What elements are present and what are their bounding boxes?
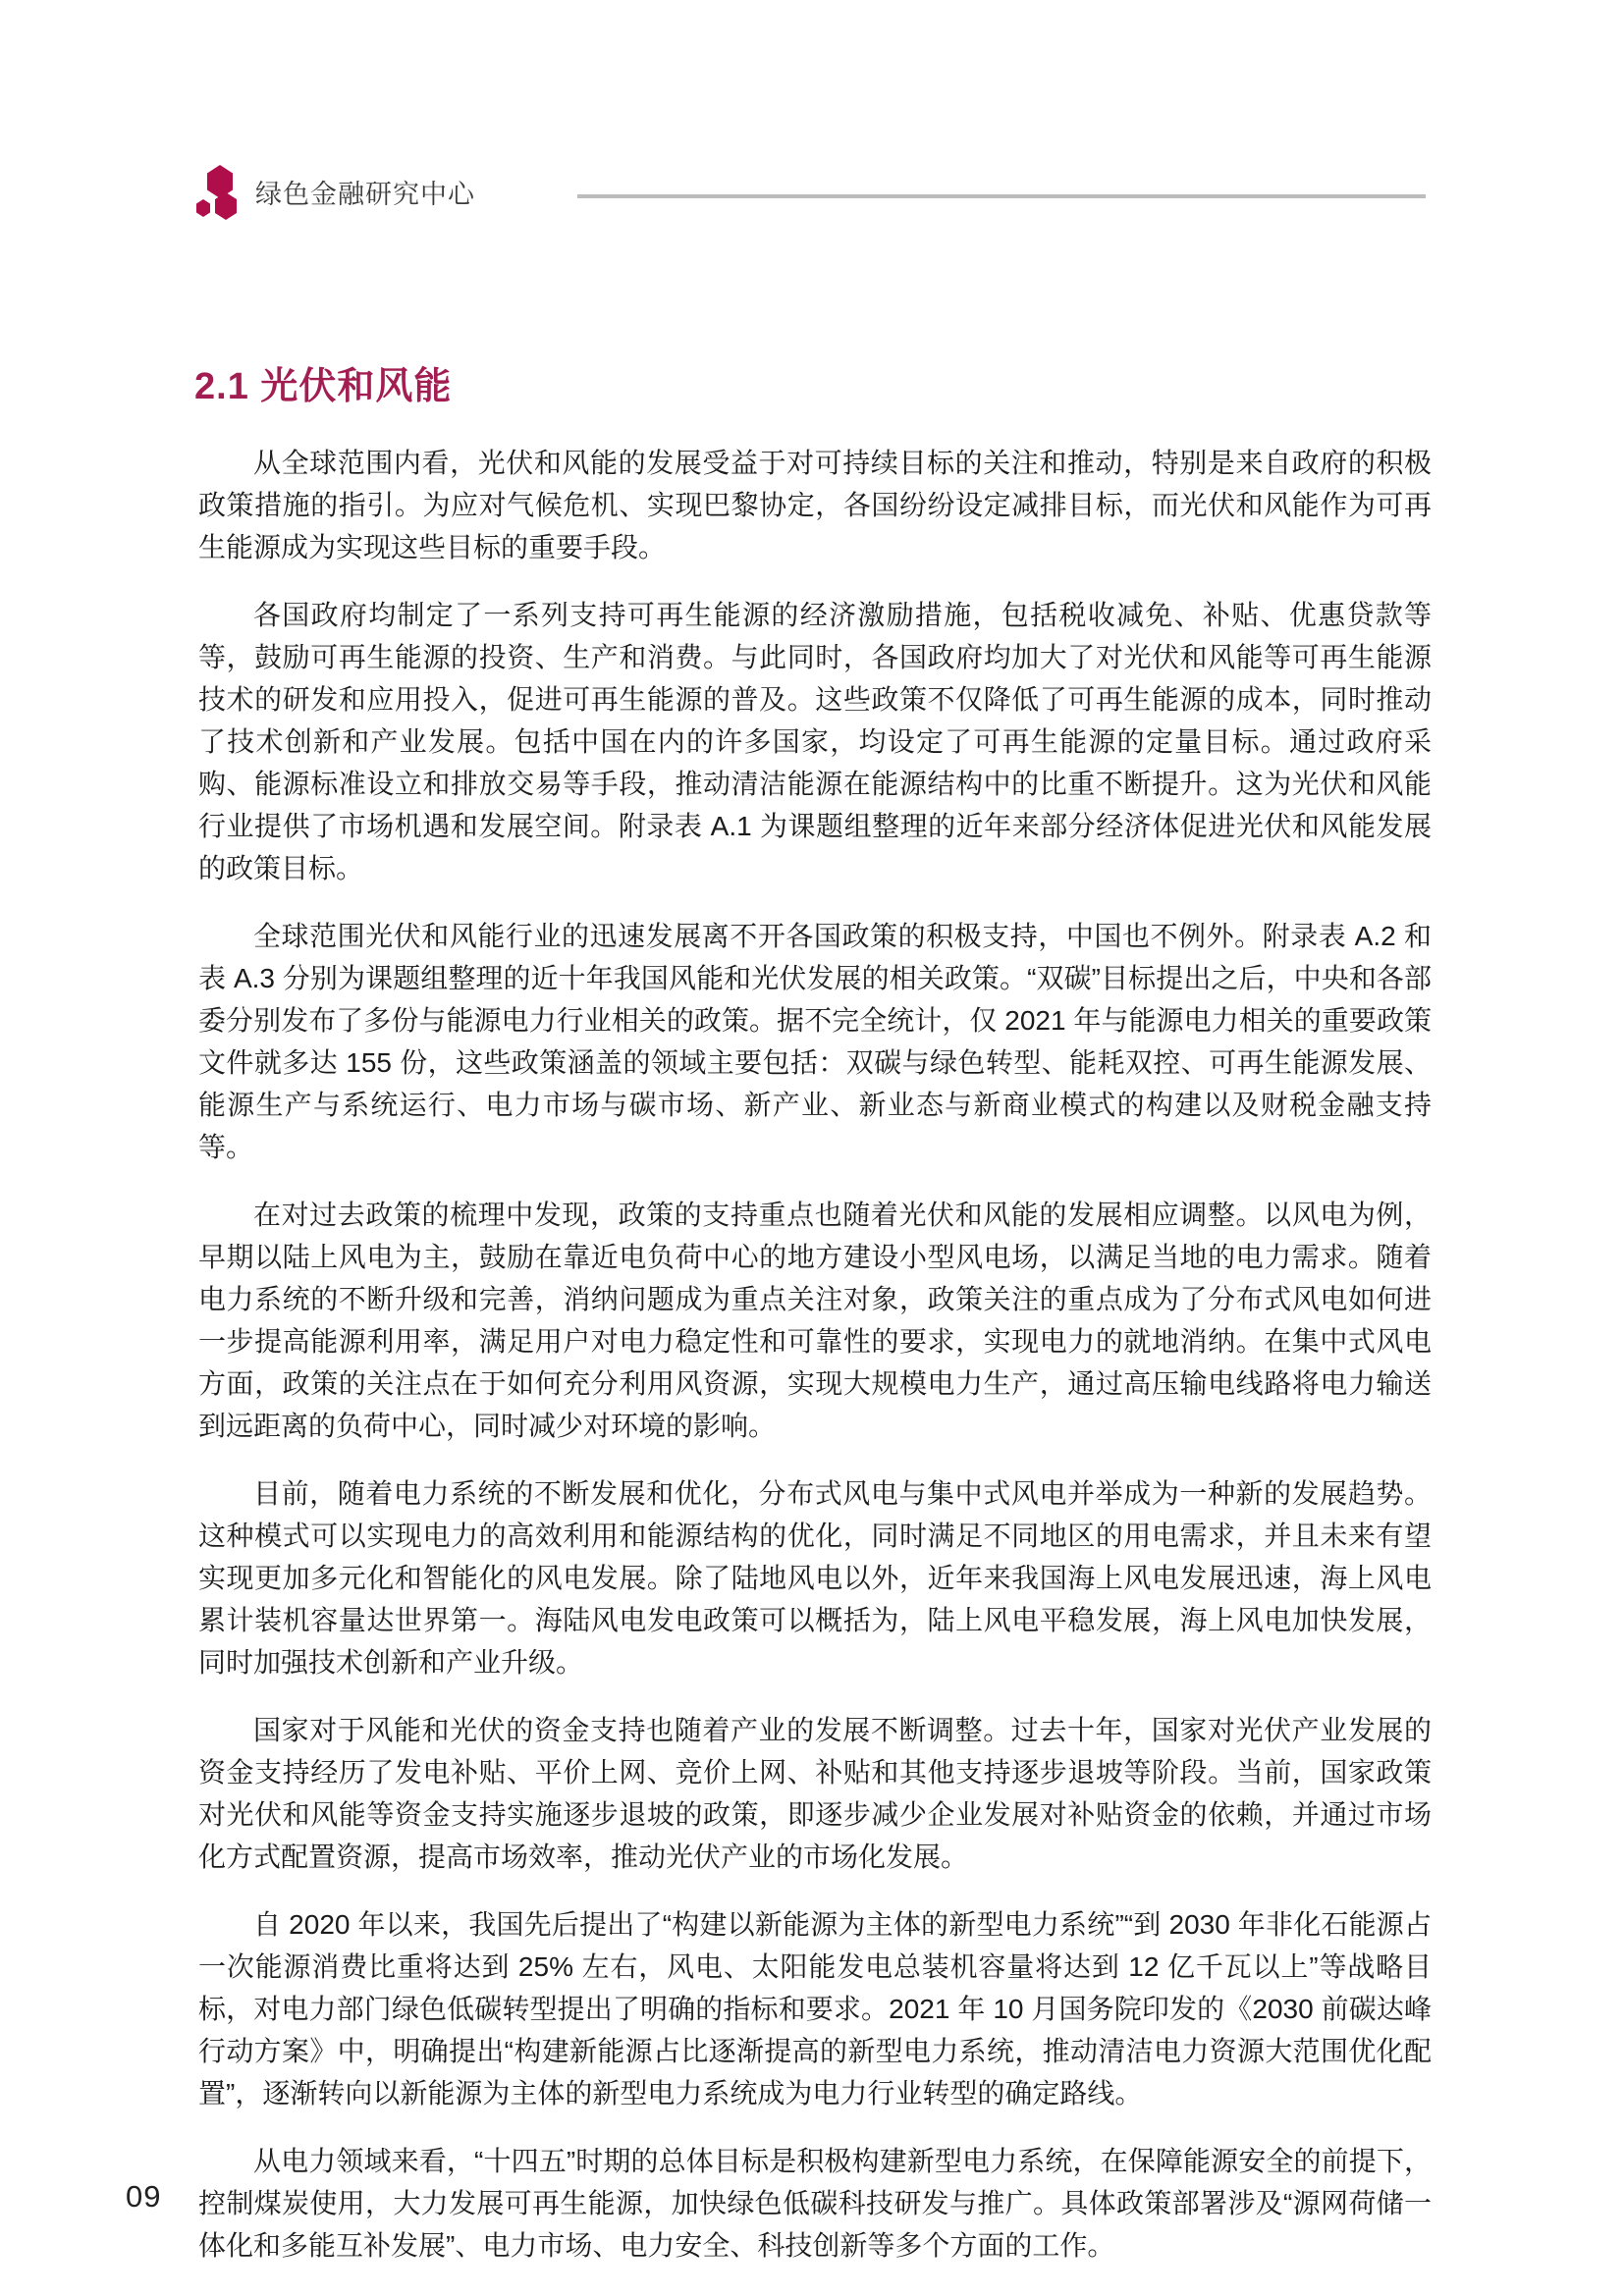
paragraph: 国家对于风能和光伏的资金支持也随着产业的发展不断调整。过去十年，国家对光伏产业发展的资金支持经历了发电补贴、平价上网、竞价上网、补贴和其他支持逐步退坡等阶段。当前，国家政策对光伏和风能等资金支持实施逐步退坡的政策，即逐步减少企业发展对补贴资金的依赖，并通过市场化方式配置资源，提高市场效率，推动光伏产业的市场化发展。 (198, 1715, 1432, 1872)
article-body (198, 442, 1432, 2292)
hexagon-logo-icon (194, 163, 240, 220)
paragraph: 自 2020 年以来，我国先后提出了“构建以新能源为主体的新型电力系统”“到 2030 年非化石能源占一次能源消费比重将达到 25% 左右，风电、太阳能发电总装机容量将达到 12 亿千瓦以上”等战略目标，对电力部门绿色低碳转型提出了明确的指标和要求。2021 年 10 月国务院印发的《2030 前碳达峰行动方案》中，明确提出“构建新能源占比逐渐提高的新型电力系统，推动清洁电力资源大范围优化配置”，逐渐转向以新能源为主体的新型电力系统成为电力行业转型的确定路线。 (198, 1909, 1432, 2109)
section-title: 2.1 光伏和风能 (194, 366, 453, 407)
paragraph: 从全球范围内看，光伏和风能的发展受益于对可持续目标的关注和推动，特别是来自政府的积极政策措施的指引。为应对气候危机、实现巴黎协定，各国纷纷设定减排目标，而光伏和风能作为可再生能源成为实现这些目标的重要手段。 (198, 448, 1432, 562)
paragraph: 从电力领域来看，“十四五”时期的总体目标是积极构建新型电力系统，在保障能源安全的前提下，控制煤炭使用，大力发展可再生能源，加快绿色低碳科技研发与推广。具体政策部署涉及“源网荷储一体化和多能互补发展”、电力市场、电力安全、科技创新等多个方面的工作。 (198, 2146, 1432, 2261)
paragraph: 各国政府均制定了一系列支持可再生能源的经济激励措施，包括税收减免、补贴、优惠贷款等等，鼓励可再生能源的投资、生产和消费。与此同时，各国政府均加大了对光伏和风能等可再生能源技术的研发和应用投入，促进可再生能源的普及。这些政策不仅降低了可再生能源的成本，同时推动了技术创新和产业发展。包括中国在内的许多国家，均设定了可再生能源的定量目标。通过政府采购、能源标准设立和排放交易等手段，推动清洁能源在能源结构中的比重不断提升。这为光伏和风能行业提供了市场机遇和发展空间。附录表 A.1 为课题组整理的近年来部分经济体促进光伏和风能发展的政策目标。 (198, 600, 1432, 883)
paragraph: 在对过去政策的梳理中发现，政策的支持重点也随着光伏和风能的发展相应调整。以风电为例，早期以陆上风电为主，鼓励在靠近电负荷中心的地方建设小型风电场，以满足当地的电力需求。随着电力系统的不断升级和完善，消纳问题成为重点关注对象，政策关注的重点成为了分布式风电如何进一步提高能源利用率，满足用户对电力稳定性和可靠性的要求，实现电力的就地消纳。在集中式风电方面，政策的关注点在于如何充分利用风资源，实现大规模电力生产，通过高压输电线路将电力输送到远距离的负荷中心，同时减少对环境的影响。 (198, 1200, 1432, 1441)
header-divider (577, 194, 1426, 198)
page-number: 09 (126, 2179, 162, 2214)
brand (194, 163, 475, 220)
paragraph: 目前，随着电力系统的不断发展和优化，分布式风电与集中式风电并举成为一种新的发展趋势。这种模式可以实现电力的高效利用和能源结构的优化，同时满足不同地区的用电需求，并且未来有望实现更加多元化和智能化的风电发展。除了陆地风电以外，近年来我国海上风电发展迅速，海上风电累计装机容量达世界第一。海陆风电发电政策可以概括为，陆上风电平稳发展，海上风电加快发展，同时加强技术创新和产业升级。 (198, 1478, 1432, 1678)
paragraph: 全球范围光伏和风能行业的迅速发展离不开各国政策的积极支持，中国也不例外。附录表 A.2 和表 A.3 分别为课题组整理的近十年我国风能和光伏发展的相关政策。“双碳”目标提出之后，中央和各部委分别发布了多份与能源电力行业相关的政策。据不完全统计，仅 2021 年与能源电力相关的重要政策文件就多达 155 份，这些政策涵盖的领域主要包括：双碳与绿色转型、能耗双控、可再生能源发展、能源生产与系统运行、电力市场与碳市场、新产业、新业态与新商业模式的构建以及财税金融支持等。 (198, 921, 1432, 1162)
brand-name: 绿色金融研究中心 (255, 179, 475, 209)
